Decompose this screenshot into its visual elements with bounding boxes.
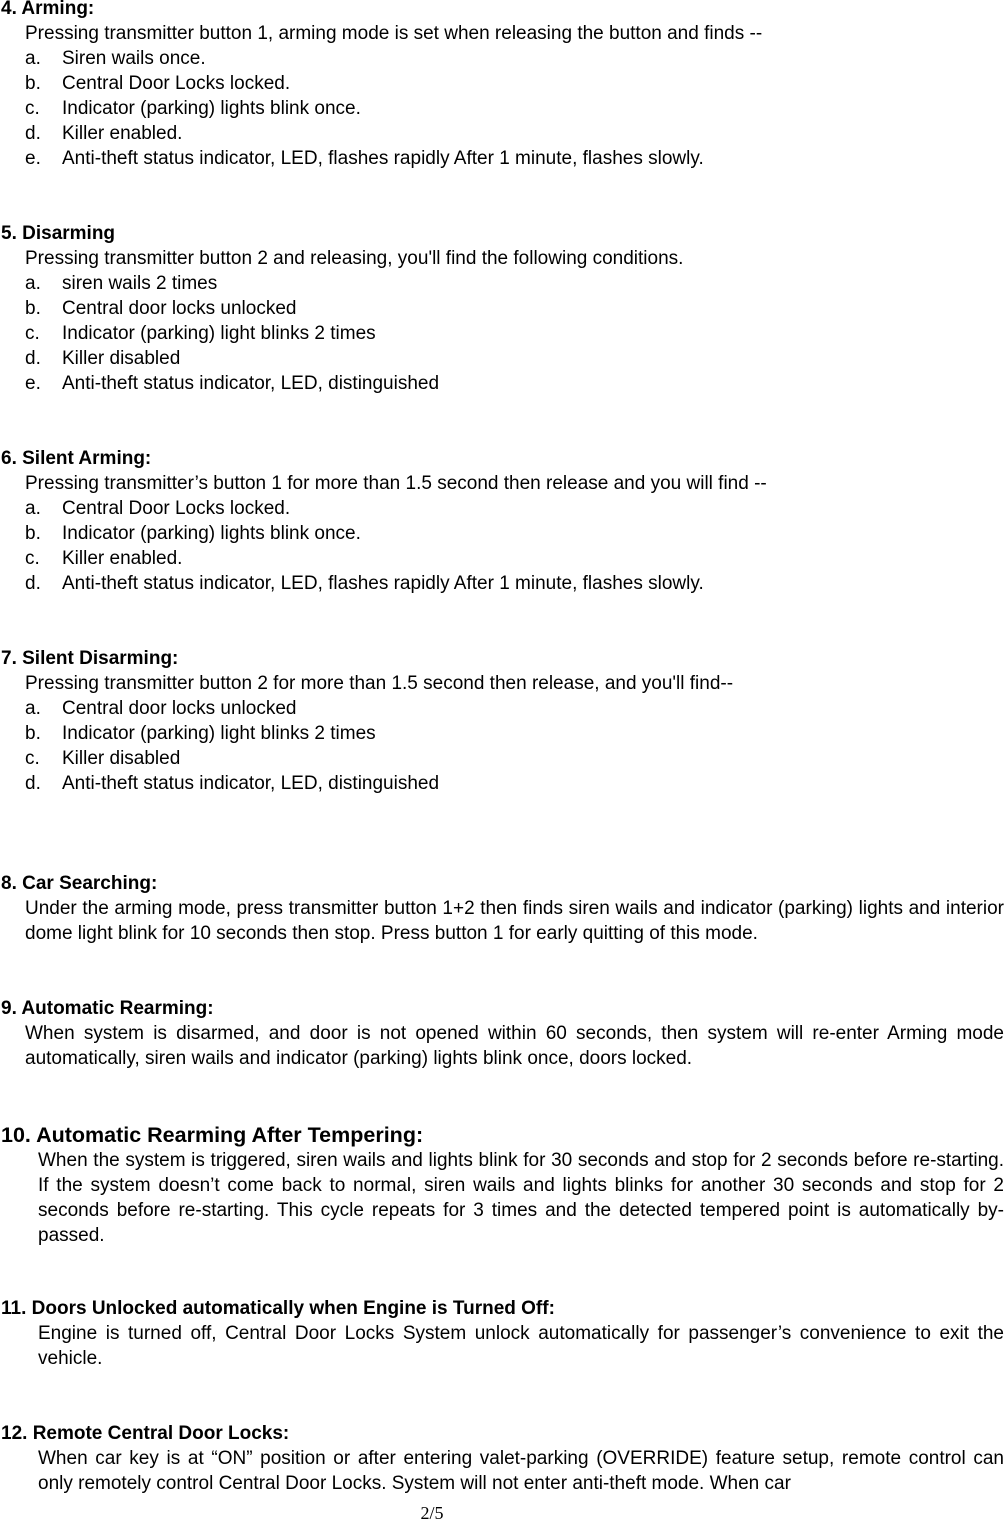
section-body: Under the arming mode, press transmitter button 1+2 then finds siren wails and indicator (parking) lights and interior dome light blink for 10 seconds then stop. Press button 1 for early quitting of this mode. [25, 898, 1004, 944]
section-silent-arming [0, 446, 1004, 596]
section-body: When system is disarmed, and door is not opened within 60 seconds, then system will re-enter Arming mode automatically, siren wails and indicator (parking) lights blink once, doors locked. [25, 1023, 1004, 1069]
section-title: 12. Remote Central Door Locks: [1, 1423, 290, 1444]
condition-list [0, 496, 1004, 596]
page-number: 2/5 [420, 1503, 444, 1523]
list-item: d. Killer disabled [25, 348, 181, 369]
section-title: 9. Automatic Rearming: [1, 998, 214, 1019]
list-item: d. Anti-theft status indicator, LED, flashes rapidly After 1 minute, flashes slowly. [25, 573, 704, 594]
list-item: d. Anti-theft status indicator, LED, distinguished [25, 773, 440, 794]
list-item: e. Anti-theft status indicator, LED, flashes rapidly After 1 minute, flashes slowly. [25, 148, 704, 169]
list-item: b. Indicator (parking) lights blink once. [25, 523, 361, 544]
list-item: a. Siren wails once. [25, 48, 206, 69]
section-title: 10. Automatic Rearming After Tempering: [1, 1123, 424, 1147]
section-silent-disarming [0, 646, 1004, 796]
section-automatic-rearming [0, 996, 1004, 1071]
list-item: c. Killer enabled. [25, 548, 183, 569]
condition-list [0, 696, 1004, 796]
section-title: 6. Silent Arming: [1, 448, 152, 469]
section-title: 4. Arming: [1, 0, 95, 19]
section-body: When car key is at “ON” position or after entering valet-parking (OVERRIDE) feature setup, remote control can only remotely control Central Door Locks. System will not enter anti-theft mode. When car [38, 1448, 1004, 1494]
list-item: a. Central door locks unlocked [25, 698, 297, 719]
condition-list [0, 46, 1004, 171]
list-item: c. Killer disabled [25, 748, 181, 769]
list-item: e. Anti-theft status indicator, LED, distinguished [25, 373, 440, 394]
list-item: c. Indicator (parking) light blinks 2 times [25, 323, 376, 344]
list-item: b. Central Door Locks locked. [25, 73, 291, 94]
section-title: 8. Car Searching: [1, 873, 158, 894]
section-doors-unlocked [0, 1296, 1004, 1371]
section-intro: Pressing transmitter’s button 1 for more than 1.5 second then release and you will find -- [25, 473, 767, 494]
section-body: Engine is turned off, Central Door Locks System unlock automatically for passenger’s convenience to exit the vehicle. [38, 1323, 1004, 1369]
list-item: b. Indicator (parking) light blinks 2 times [25, 723, 376, 744]
list-item: b. Central door locks unlocked [25, 298, 297, 319]
section-intro: Pressing transmitter button 2 for more than 1.5 second then release, and you'll find-- [25, 673, 734, 694]
condition-list [0, 271, 1004, 396]
section-title: 7. Silent Disarming: [1, 648, 179, 669]
section-remote-locks [0, 1421, 1004, 1496]
section-disarming [0, 221, 1004, 396]
section-car-searching [0, 871, 1004, 946]
list-item: c. Indicator (parking) lights blink once. [25, 98, 361, 119]
section-rearming-after-tempering [0, 1123, 1004, 1248]
section-intro: Pressing transmitter button 1, arming mode is set when releasing the button and finds -- [25, 23, 763, 44]
section-arming [0, 0, 1004, 171]
list-item: a. Central Door Locks locked. [25, 498, 291, 519]
section-title: 5. Disarming [1, 223, 116, 244]
section-title: 11. Doors Unlocked automatically when Engine is Turned Off: [1, 1298, 555, 1319]
section-body: When the system is triggered, siren wails and lights blink for 30 seconds and stop for 2 seconds before re-starting. If the system doesn’t come back to normal, siren wails and lights blinks for another 30 seconds and stop for 2 seconds before re-starting. This cycle repeats for 3 times and the detected tempered point is automatically by-passed. [38, 1150, 1004, 1246]
list-item: a. siren wails 2 times [25, 273, 218, 294]
section-intro: Pressing transmitter button 2 and releasing, you'll find the following conditions. [25, 248, 684, 269]
list-item: d. Killer enabled. [25, 123, 183, 144]
